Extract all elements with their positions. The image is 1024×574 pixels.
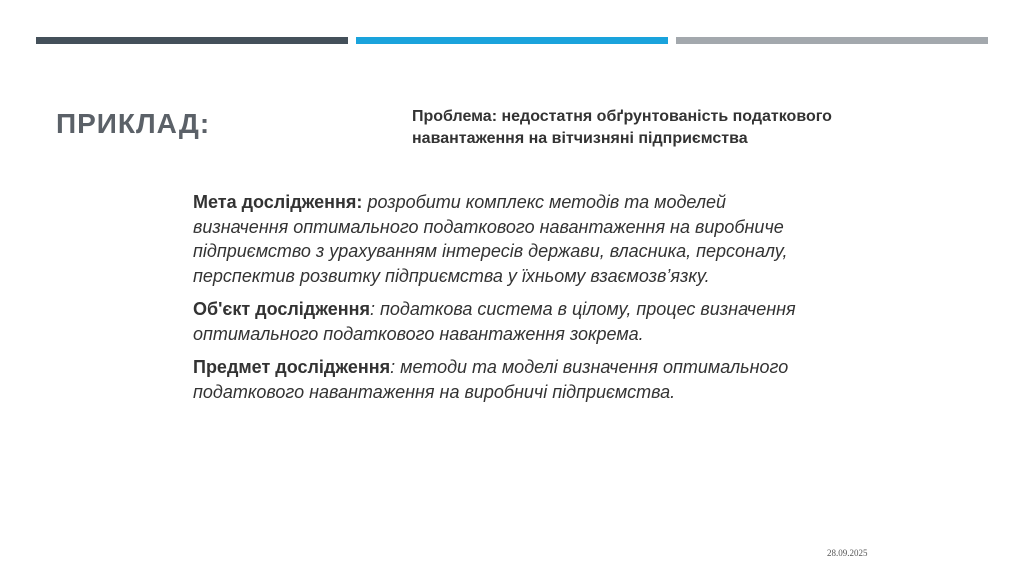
- slide-title: ПРИКЛАД:: [56, 108, 211, 139]
- header-bar-dark: [36, 37, 348, 44]
- object-paragraph: [193, 297, 813, 346]
- content-body: [193, 190, 813, 413]
- header-bar-blue: [356, 37, 668, 44]
- subject-label: Предмет дослідження: [193, 357, 391, 377]
- slide-date: 28.09.2025: [827, 548, 868, 558]
- object-label: Об'єкт дослідження: [193, 299, 371, 319]
- subject-paragraph: [193, 355, 813, 404]
- goal-text: розробити комплекс методів та моделей визначення оптимального податкового навантаження на виробниче підприємство з урахуванням інтересів держави, власника, персоналу, перспектив розвитку підприємства у їхньому взаємозв’язку.: [193, 192, 788, 286]
- problem-statement: Проблема: недостатня обґрунтованість податкового навантаження на вітчизняні підприємства: [412, 108, 832, 147]
- goal-label: Мета дослідження:: [193, 192, 363, 212]
- subject-text: : методи та моделі визначення оптимального податкового навантаження на виробничі підприємства.: [193, 357, 789, 402]
- goal-paragraph: [193, 190, 813, 288]
- header-bar-gray: [676, 37, 988, 44]
- object-text: : податкова система в цілому, процес визначення оптимального податкового навантаження зокрема.: [193, 299, 796, 344]
